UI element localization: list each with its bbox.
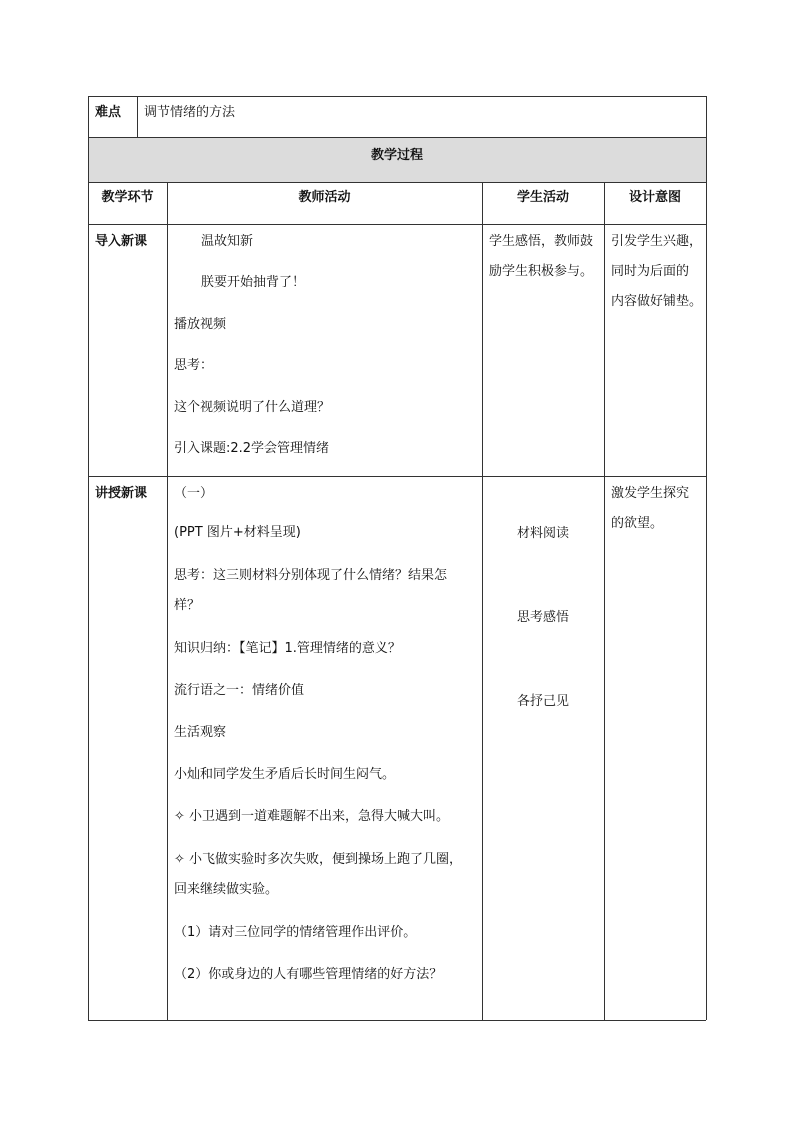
table-line [88, 96, 706, 97]
teacher-line: 朕要开始抽背了！ [201, 275, 306, 290]
table-line [482, 182, 483, 1020]
table-line [167, 182, 168, 1020]
student-line: 材料阅读 [516, 526, 569, 541]
table-line [137, 96, 138, 137]
teacher-line: 样？ [174, 598, 201, 613]
table-line [88, 96, 89, 1020]
student-line: 励学生积极参与。 [489, 264, 594, 279]
intent-line: 内容做好铺垫。 [611, 294, 703, 309]
teacher-line: 小灿和同学发生矛盾后长时间生闷气。 [174, 767, 396, 782]
intent-line: 同时为后面的 [611, 264, 690, 279]
table-line [706, 96, 707, 1020]
stage-new-lesson: 讲授新课 [95, 486, 148, 501]
teacher-line: 温故知新 [201, 234, 254, 249]
difficulty-label: 难点 [95, 105, 122, 120]
header-teacher-activity: 教师活动 [298, 190, 351, 205]
teacher-line: 思考： [174, 358, 214, 373]
teacher-line: （一） [174, 486, 214, 501]
section-title: 教学过程 [370, 148, 423, 163]
teacher-line: ✧ 小飞做实验时多次失败，便到操场上跑了几圈， [174, 852, 463, 867]
table-line [88, 137, 706, 138]
header-student-activity: 学生活动 [516, 190, 569, 205]
teacher-line: 播放视频 [174, 317, 227, 332]
teacher-line: (PPT 图片+材料呈现) [174, 525, 301, 540]
stage-intro: 导入新课 [95, 234, 148, 249]
table-line [88, 1020, 706, 1021]
table-line [88, 224, 706, 225]
header-stage: 教学环节 [101, 190, 154, 205]
student-line: 各抒己见 [516, 694, 569, 709]
teacher-line: 思考：这三则材料分别体现了什么情绪？结果怎 [174, 568, 448, 583]
teacher-line: ✧ 小卫遇到一道难题解不出来，急得大喊大叫。 [174, 809, 450, 824]
teacher-line: 回来继续做实验。 [174, 882, 279, 897]
teacher-line: 这个视频说明了什么道理？ [174, 400, 331, 415]
student-line: 思考感悟 [516, 610, 569, 625]
teacher-line: （2）你或身边的人有哪些管理情绪的好方法？ [174, 967, 443, 982]
student-line: 学生感悟，教师鼓 [489, 234, 594, 249]
difficulty-value: 调节情绪的方法 [144, 105, 236, 120]
teacher-line: 引入课题:2.2学会管理情绪 [174, 441, 330, 456]
intent-line: 激发学生探究 [611, 486, 690, 501]
teacher-line: （1）请对三位同学的情绪管理作出评价。 [174, 925, 417, 940]
teacher-line: 流行语之一：情绪价值 [174, 683, 305, 698]
table-line [604, 182, 605, 1020]
table-line [88, 476, 706, 477]
intent-line: 的欲望。 [611, 516, 664, 531]
teacher-line: 知识归纳：【笔记】1.管理情绪的意义？ [174, 641, 401, 656]
teacher-line: 生活观察 [174, 725, 227, 740]
intent-line: 引发学生兴趣， [611, 234, 703, 249]
header-design-intent: 设计意图 [628, 190, 681, 205]
table-line [88, 182, 706, 183]
